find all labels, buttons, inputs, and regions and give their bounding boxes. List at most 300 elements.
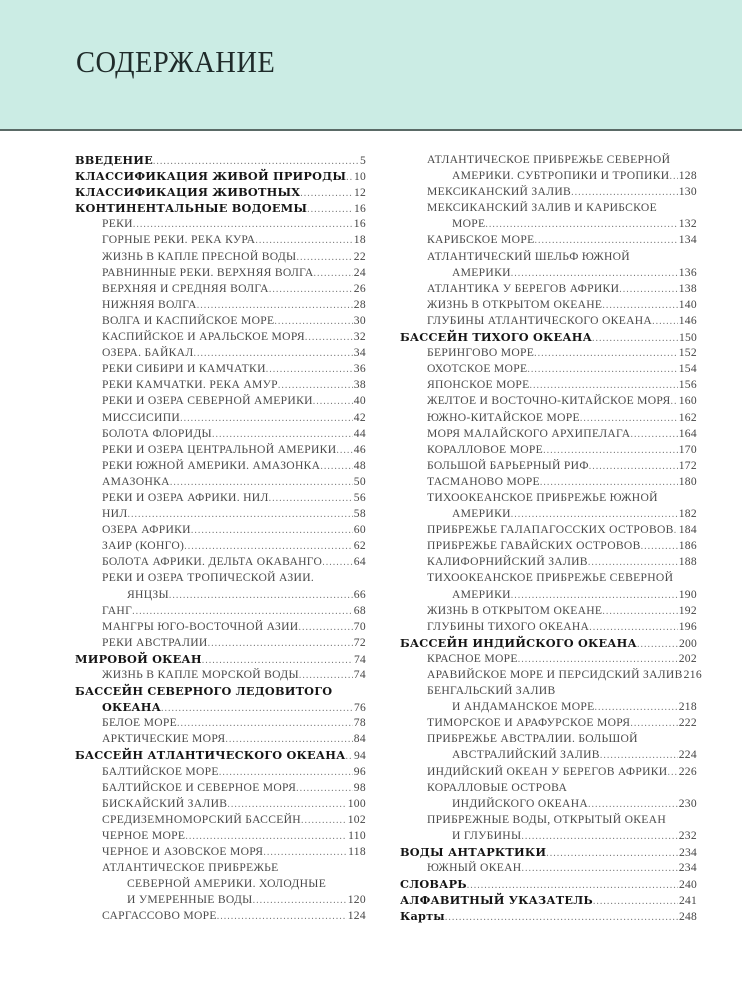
- toc-line: [75, 410, 366, 426]
- toc-line: [75, 393, 366, 409]
- dot-leader: [571, 185, 678, 201]
- toc-entry[interactable]: [400, 442, 697, 458]
- toc-entry[interactable]: [75, 458, 366, 474]
- toc-entry[interactable]: [75, 667, 366, 683]
- dot-leader: [307, 202, 353, 218]
- toc-entry[interactable]: [400, 426, 697, 442]
- page-number: 74: [354, 652, 366, 666]
- dot-leader: [336, 443, 352, 459]
- toc-entry[interactable]: [75, 361, 366, 377]
- toc-entry[interactable]: [400, 458, 697, 474]
- page-number: 172: [678, 458, 697, 472]
- toc-entry-title: АТЛАНТИЧЕСКОЕ ПРИБРЕЖЬЕ: [102, 861, 279, 875]
- toc-line: [400, 442, 697, 458]
- toc-entry-title: ВОДЫ АНТАРКТИКИ: [400, 845, 547, 860]
- dot-leader: [274, 314, 352, 330]
- dot-leader: [511, 588, 678, 604]
- page-number: 40: [353, 394, 366, 408]
- toc-entry[interactable]: [400, 313, 697, 329]
- toc-entry[interactable]: [75, 442, 366, 458]
- toc-entry-title: АМЕРИКИ: [452, 265, 511, 279]
- toc-entry[interactable]: [75, 216, 366, 232]
- toc-line: [75, 715, 366, 731]
- toc-line: [75, 554, 366, 570]
- toc-entry-title: ОХОТСКОЕ МОРЕ: [427, 362, 528, 376]
- toc-entry-title: БОЛОТА АФРИКИ. ДЕЛЬТА ОКАВАНГО: [102, 555, 323, 569]
- toc-entry-title: ЯНЦЗЫ: [127, 587, 169, 601]
- page-number: 78: [353, 716, 366, 730]
- toc-entry[interactable]: [400, 490, 697, 522]
- toc-section[interactable]: [400, 892, 697, 908]
- dot-leader: [299, 668, 353, 684]
- page-number: 34: [353, 346, 366, 360]
- dot-leader: [592, 331, 678, 347]
- toc-line: [75, 313, 366, 329]
- dot-leader: [669, 169, 677, 185]
- page-number: 222: [678, 716, 697, 730]
- toc-entry-title: КЛАССИФИКАЦИЯ ЖИВОЙ ПРИРОДЫ: [75, 169, 347, 184]
- toc-entry[interactable]: [75, 554, 366, 570]
- toc-entry[interactable]: [400, 184, 697, 200]
- toc-entry[interactable]: [75, 860, 366, 908]
- toc-entry[interactable]: [400, 731, 697, 763]
- toc-line: [400, 345, 697, 361]
- dot-leader: [588, 797, 678, 813]
- toc-section[interactable]: [75, 152, 366, 168]
- toc-entry[interactable]: [400, 249, 697, 281]
- toc-entry-title: БАССЕЙН СЕВЕРНОГО ЛЕДОВИТОГО: [75, 684, 333, 699]
- dot-leader: [637, 637, 678, 653]
- toc-entry-title: АРКТИЧЕСКИЕ МОРЯ: [102, 732, 226, 746]
- toc-line: [400, 603, 697, 619]
- toc-line: [400, 651, 697, 667]
- page-number: 134: [678, 233, 697, 247]
- toc-entry[interactable]: [75, 474, 366, 490]
- toc-entry-title: АМАЗОНКА: [102, 474, 170, 488]
- dot-leader: [534, 346, 678, 362]
- page-number: 152: [678, 346, 697, 360]
- dot-leader: [619, 282, 677, 298]
- page-number: 156: [678, 378, 697, 392]
- toc-entry-title: АТЛАНТИКА У БЕРЕГОВ АФРИКИ: [427, 281, 620, 295]
- toc-line: [75, 635, 366, 651]
- toc-entry-title: МОРЯ МАЛАЙСКОГО АРХИПЕЛАГА: [427, 426, 631, 440]
- page-number: 60: [353, 523, 366, 537]
- toc-line: [400, 393, 697, 409]
- toc-line: [400, 281, 697, 297]
- page-number: 184: [678, 523, 697, 537]
- toc-entry-title: МИРОВОЙ ОКЕАН: [75, 651, 202, 666]
- toc-entry[interactable]: [75, 619, 366, 635]
- toc-entry-title: И АНДАМАНСКОЕ МОРЕ: [452, 700, 595, 714]
- toc-entry-title: РЕКИ И ОЗЕРА ЦЕНТРАЛЬНОЙ АМЕРИКИ: [102, 442, 337, 456]
- toc-entry-title: ГЛУБИНЫ АТЛАНТИЧЕСКОГО ОКЕАНА: [427, 313, 653, 327]
- toc-entry[interactable]: [400, 812, 697, 844]
- dot-leader: [511, 266, 678, 282]
- toc-line: [400, 764, 697, 780]
- toc-entry-title: КЛАССИФИКАЦИЯ ЖИВОТНЫХ: [75, 185, 301, 200]
- toc-entry-title: ИНДИЙСКОГО ОКЕАНА: [452, 796, 589, 810]
- toc-entry[interactable]: [75, 780, 366, 796]
- toc-entry[interactable]: [400, 410, 697, 426]
- toc-section[interactable]: [75, 184, 366, 200]
- toc-entry-title: ЖИЗНЬ В КАПЛЕ ПРЕСНОЙ ВОДЫ: [102, 249, 297, 263]
- toc-entry-title: ТИХООКЕАНСКОЕ ПРИБРЕЖЬЕ СЕВЕРНОЙ: [427, 571, 674, 585]
- toc-entry-title: БАССЕЙН АТЛАНТИЧЕСКОГО ОКЕАНА: [75, 748, 346, 763]
- toc-entry[interactable]: [75, 764, 366, 780]
- toc-entry[interactable]: [400, 764, 697, 780]
- header-band: [0, 0, 742, 131]
- toc-entry[interactable]: [75, 410, 366, 426]
- page-number: 42: [353, 410, 366, 424]
- toc-entry-title: ВЕРХНЯЯ И СРЕДНЯЯ ВОЛГА: [102, 281, 269, 295]
- toc-entry[interactable]: [75, 265, 366, 281]
- toc-entry[interactable]: [75, 635, 366, 651]
- toc-entry[interactable]: [400, 715, 697, 731]
- page-number: 22: [353, 249, 366, 263]
- dot-leader: [530, 378, 678, 394]
- toc-line: [400, 619, 697, 635]
- dot-leader: [527, 362, 677, 378]
- toc-entry-title: БАССЕЙН ИНДИЙСКОГО ОКЕАНА: [400, 635, 637, 650]
- page-number: 98: [353, 780, 366, 794]
- dot-leader: [208, 636, 353, 652]
- toc-line: [75, 844, 366, 860]
- dot-leader: [445, 910, 678, 926]
- page-number: 138: [678, 281, 697, 295]
- toc-entry-title: БОЛОТА ФЛОРИДЫ: [102, 426, 212, 440]
- page-number: 160: [678, 394, 697, 408]
- toc-line: [75, 570, 366, 586]
- page-number: 164: [678, 426, 697, 440]
- toc-entry[interactable]: [400, 377, 697, 393]
- page-number: 84: [353, 732, 366, 746]
- page-number: 12: [354, 186, 366, 200]
- page-number: 241: [679, 894, 697, 908]
- dot-leader: [194, 346, 353, 362]
- toc-line: [75, 860, 366, 876]
- page-title: СОДЕРЖАНИЕ: [76, 44, 276, 79]
- toc-entry-title: ЯПОНСКОЕ МОРЕ: [427, 378, 530, 392]
- dot-leader: [589, 459, 678, 475]
- toc-entry-title: ЖЕЛТОЕ И ВОСТОЧНО-КИТАЙСКОЕ МОРЯ: [427, 394, 671, 408]
- toc-line: [400, 249, 697, 265]
- page-number: 128: [678, 169, 697, 183]
- toc-entry-title: ОКЕАНА: [102, 700, 162, 715]
- toc-entry-title: МИССИСИПИ: [102, 410, 181, 424]
- toc-line: [75, 522, 366, 538]
- dot-leader: [300, 186, 353, 202]
- toc-line: [75, 249, 366, 265]
- toc-entry-title: МАНГРЫ ЮГО-ВОСТОЧНОЙ АЗИИ: [102, 619, 299, 633]
- toc-column-right: [400, 152, 702, 925]
- dot-leader: [185, 829, 347, 845]
- toc-entry[interactable]: [75, 603, 366, 619]
- toc-line: [75, 908, 366, 924]
- toc-line: [400, 780, 697, 796]
- toc-entry-title: ЮЖНО-КИТАЙСКОЕ МОРЕ: [427, 410, 580, 424]
- toc-line: [75, 796, 366, 812]
- toc-line: [400, 426, 697, 442]
- dot-leader: [269, 282, 353, 298]
- toc-line: [75, 731, 366, 747]
- toc-entry-title: МЕКСИКАНСКИЙ ЗАЛИВ: [427, 185, 572, 199]
- toc-line: [400, 458, 697, 474]
- dot-leader: [534, 233, 677, 249]
- toc-line: [75, 426, 366, 442]
- toc-entry[interactable]: [75, 249, 366, 265]
- page-number: 70: [353, 619, 366, 633]
- page-number: 46: [353, 442, 366, 456]
- toc-entry-title: ЖИЗНЬ В ОТКРЫТОМ ОКЕАНЕ: [427, 297, 603, 311]
- toc-line: [75, 345, 366, 361]
- toc-entry-title: РЕКИ И ОЗЕРА СЕВЕРНОЙ АМЕРИКИ: [102, 394, 313, 408]
- toc-line: [400, 667, 702, 683]
- page-number: 62: [353, 539, 366, 553]
- page-number: 64: [353, 555, 366, 569]
- toc-line: [400, 812, 697, 828]
- toc-entry[interactable]: [400, 651, 697, 667]
- toc-entry[interactable]: [400, 297, 697, 313]
- toc-entry-title: БЕНГАЛЬСКИЙ ЗАЛИВ: [427, 684, 556, 698]
- page-number: 110: [348, 828, 366, 842]
- toc-entry[interactable]: [75, 345, 366, 361]
- toc-entry[interactable]: [75, 522, 366, 538]
- page-number: 170: [678, 442, 697, 456]
- toc-entry[interactable]: [75, 570, 366, 602]
- toc-line: [75, 764, 366, 780]
- toc-entry-title: ПРИБРЕЖНЫЕ ВОДЫ, ОТКРЫТЫЙ ОКЕАН: [427, 812, 667, 826]
- dot-leader: [313, 394, 353, 410]
- toc-line: [400, 587, 697, 603]
- toc-entry[interactable]: [400, 538, 697, 554]
- toc-entry[interactable]: [75, 426, 366, 442]
- toc-section[interactable]: [75, 651, 366, 667]
- dot-leader: [180, 411, 353, 427]
- toc-entry[interactable]: [75, 844, 366, 860]
- toc-entry[interactable]: [400, 860, 697, 876]
- toc-line: [400, 184, 697, 200]
- page-number: 202: [678, 651, 697, 665]
- toc-line: [400, 554, 697, 570]
- toc-entry-title: МЕКСИКАНСКИЙ ЗАЛИВ И КАРИБСКОЕ: [427, 201, 657, 215]
- page-number: 146: [678, 313, 697, 327]
- toc-entry-title: РЕКИ АВСТРАЛИИ: [102, 635, 208, 649]
- dot-leader: [305, 330, 353, 346]
- page-number: 162: [678, 410, 697, 424]
- page-number: 154: [678, 362, 697, 376]
- toc-entry[interactable]: [75, 506, 366, 522]
- toc-entry[interactable]: [400, 393, 697, 409]
- toc-line: [400, 297, 697, 313]
- toc-entry-title: БАЛТИЙСКОЕ МОРЕ: [102, 764, 219, 778]
- toc-line: [400, 329, 697, 345]
- toc-line: [75, 892, 366, 908]
- toc-entry[interactable]: [400, 603, 697, 619]
- toc-entry-title: АТЛАНТИЧЕСКОЕ ПРИБРЕЖЬЕ СЕВЕРНОЙ: [427, 153, 671, 166]
- page-number: 50: [353, 474, 366, 488]
- dot-leader: [132, 604, 353, 620]
- dot-leader: [296, 781, 353, 797]
- page-number: 140: [678, 297, 697, 311]
- toc-line: [75, 377, 366, 393]
- toc-line: [75, 265, 366, 281]
- toc-entry-title: ПРИБРЕЖЬЕ АВСТРАЛИИ. БОЛЬШОЙ: [427, 732, 638, 746]
- toc-section[interactable]: [400, 329, 697, 345]
- toc-line: [400, 361, 697, 377]
- dot-leader: [197, 298, 353, 314]
- toc-entry[interactable]: [75, 297, 366, 313]
- page-number: 248: [679, 910, 697, 924]
- page-number: 120: [347, 893, 366, 907]
- toc-entry-title: РЕКИ И ОЗЕРА ТРОПИЧЕСКОЙ АЗИИ.: [102, 571, 315, 585]
- page-number: 118: [348, 845, 366, 859]
- toc-entry-title: ЖИЗНЬ В КАПЛЕ МОРСКОЙ ВОДЫ: [102, 668, 299, 681]
- toc-entry[interactable]: [400, 522, 697, 538]
- toc-entry-title: КРАСНОЕ МОРЕ: [427, 651, 518, 665]
- toc-entry-title: ГОРНЫЕ РЕКИ. РЕКА КУРА: [102, 233, 256, 247]
- page-number: 132: [678, 217, 697, 231]
- toc-line: [400, 168, 697, 184]
- toc-entry[interactable]: [400, 570, 697, 602]
- toc-line: [400, 844, 697, 860]
- toc-line: [400, 216, 697, 232]
- toc-entry[interactable]: [400, 683, 697, 715]
- toc-line: [75, 458, 366, 474]
- page-number: 76: [354, 701, 366, 715]
- toc-entry[interactable]: [400, 619, 697, 635]
- toc-section[interactable]: [400, 876, 697, 892]
- toc-entry-title: ТИМОРСКОЕ И АРАФУРСКОЕ МОРЯ: [427, 716, 631, 730]
- toc-entry[interactable]: [75, 812, 366, 828]
- toc-entry[interactable]: [400, 474, 697, 490]
- toc-section[interactable]: [400, 844, 697, 860]
- toc-entry[interactable]: [75, 232, 366, 248]
- toc-entry[interactable]: [75, 313, 366, 329]
- toc-entry[interactable]: [400, 232, 697, 248]
- toc-entry[interactable]: [400, 200, 697, 232]
- toc-entry[interactable]: [400, 345, 697, 361]
- toc-entry-title: АРАВИЙСКОЕ МОРЕ И ПЕРСИДСКИЙ ЗАЛИВ: [427, 668, 683, 681]
- toc-entry[interactable]: [400, 780, 697, 812]
- toc-line: [400, 892, 697, 908]
- dot-leader: [546, 846, 678, 862]
- toc-entry[interactable]: [400, 361, 697, 377]
- toc-entry[interactable]: [400, 554, 697, 570]
- dot-leader: [219, 765, 353, 781]
- page-number: 136: [678, 265, 697, 279]
- toc-line: [400, 474, 697, 490]
- toc-line: [75, 619, 366, 635]
- toc-entry[interactable]: [75, 715, 366, 731]
- page-number: 196: [678, 619, 697, 633]
- page-number: 96: [353, 764, 366, 778]
- toc-entry-title: ОЗЕРА. БАЙКАЛ: [102, 346, 194, 360]
- toc-line: [75, 683, 366, 699]
- toc-line: [75, 651, 366, 667]
- page-number: 30: [353, 313, 366, 327]
- toc-entry[interactable]: [400, 281, 697, 297]
- dot-leader: [602, 298, 677, 314]
- toc-line: [75, 361, 366, 377]
- toc-entry[interactable]: [75, 329, 366, 345]
- toc-section[interactable]: [75, 168, 366, 184]
- toc-line: [400, 522, 697, 538]
- dot-leader: [540, 475, 678, 491]
- page-number: 190: [678, 587, 697, 601]
- toc-entry[interactable]: [75, 538, 366, 554]
- toc-entry-title: ОЗЕРА АФРИКИ: [102, 523, 191, 537]
- toc-line: [75, 200, 366, 216]
- toc-entry-title: КОРАЛЛОВЫЕ ОСТРОВА: [427, 780, 568, 794]
- dot-leader: [322, 555, 353, 571]
- toc-entry[interactable]: [400, 152, 697, 184]
- toc-entry-title: И ГЛУБИНЫ: [452, 828, 522, 842]
- page-number: 44: [353, 426, 366, 440]
- toc-line: [75, 603, 366, 619]
- toc-entry[interactable]: [75, 393, 366, 409]
- toc-entry-title: ПРИБРЕЖЬЕ ГАВАЙСКИХ ОСТРОВОВ: [427, 539, 641, 553]
- toc-section[interactable]: [400, 908, 697, 924]
- page-number: 100: [347, 796, 366, 810]
- toc-entry-title: РЕКИ СИБИРИ И КАМЧАТКИ: [102, 362, 266, 376]
- toc-line: [400, 506, 697, 522]
- toc-section[interactable]: [400, 635, 697, 651]
- toc-line: [400, 860, 697, 876]
- toc-line: [400, 200, 697, 216]
- toc-entry[interactable]: [75, 281, 366, 297]
- toc-entry-title: ЗАИР (КОНГО): [102, 539, 185, 553]
- toc-entry-title: ЧЕРНОЕ И АЗОВСКОЕ МОРЯ: [102, 845, 264, 859]
- toc-entry-title: КОРАЛЛОВОЕ МОРЕ: [427, 442, 544, 456]
- toc-line: [400, 796, 697, 812]
- toc-section[interactable]: [75, 747, 366, 763]
- toc-entry[interactable]: [75, 731, 366, 747]
- toc-entry-title: АЛФАВИТНЫЙ УКАЗАТЕЛЬ: [400, 893, 593, 908]
- toc-entry[interactable]: [75, 377, 366, 393]
- page-number: 66: [353, 587, 366, 601]
- page-number: 216: [683, 668, 702, 681]
- toc-line: [75, 812, 366, 828]
- dot-leader: [630, 716, 677, 732]
- toc-line: [400, 715, 697, 731]
- page-number: 18: [353, 233, 366, 247]
- toc-entry-title: БАССЕЙН ТИХОГО ОКЕАНА: [400, 330, 592, 345]
- toc-entry[interactable]: [75, 490, 366, 506]
- toc-line: [75, 474, 366, 490]
- toc-entry[interactable]: [75, 828, 366, 844]
- dot-leader: [255, 233, 352, 249]
- page-number: 224: [678, 748, 697, 762]
- page-number: 10: [354, 170, 366, 184]
- toc-entry[interactable]: [400, 667, 702, 683]
- toc-section[interactable]: [75, 200, 366, 216]
- toc-entry-title: СЛОВАРЬ: [400, 877, 467, 892]
- toc-line: [400, 232, 697, 248]
- page-number: 48: [353, 458, 366, 472]
- page-number: 68: [353, 603, 366, 617]
- toc-entry-title: ГАНГ: [102, 603, 133, 617]
- dot-leader: [602, 604, 677, 620]
- dot-leader: [518, 652, 678, 668]
- toc-section[interactable]: [75, 683, 366, 715]
- toc-entry-title: МОРЕ: [452, 217, 486, 231]
- dot-leader: [595, 700, 678, 716]
- dot-leader: [177, 716, 353, 732]
- toc-entry[interactable]: [75, 908, 366, 924]
- toc-line: [400, 152, 697, 168]
- toc-entry[interactable]: [75, 796, 366, 812]
